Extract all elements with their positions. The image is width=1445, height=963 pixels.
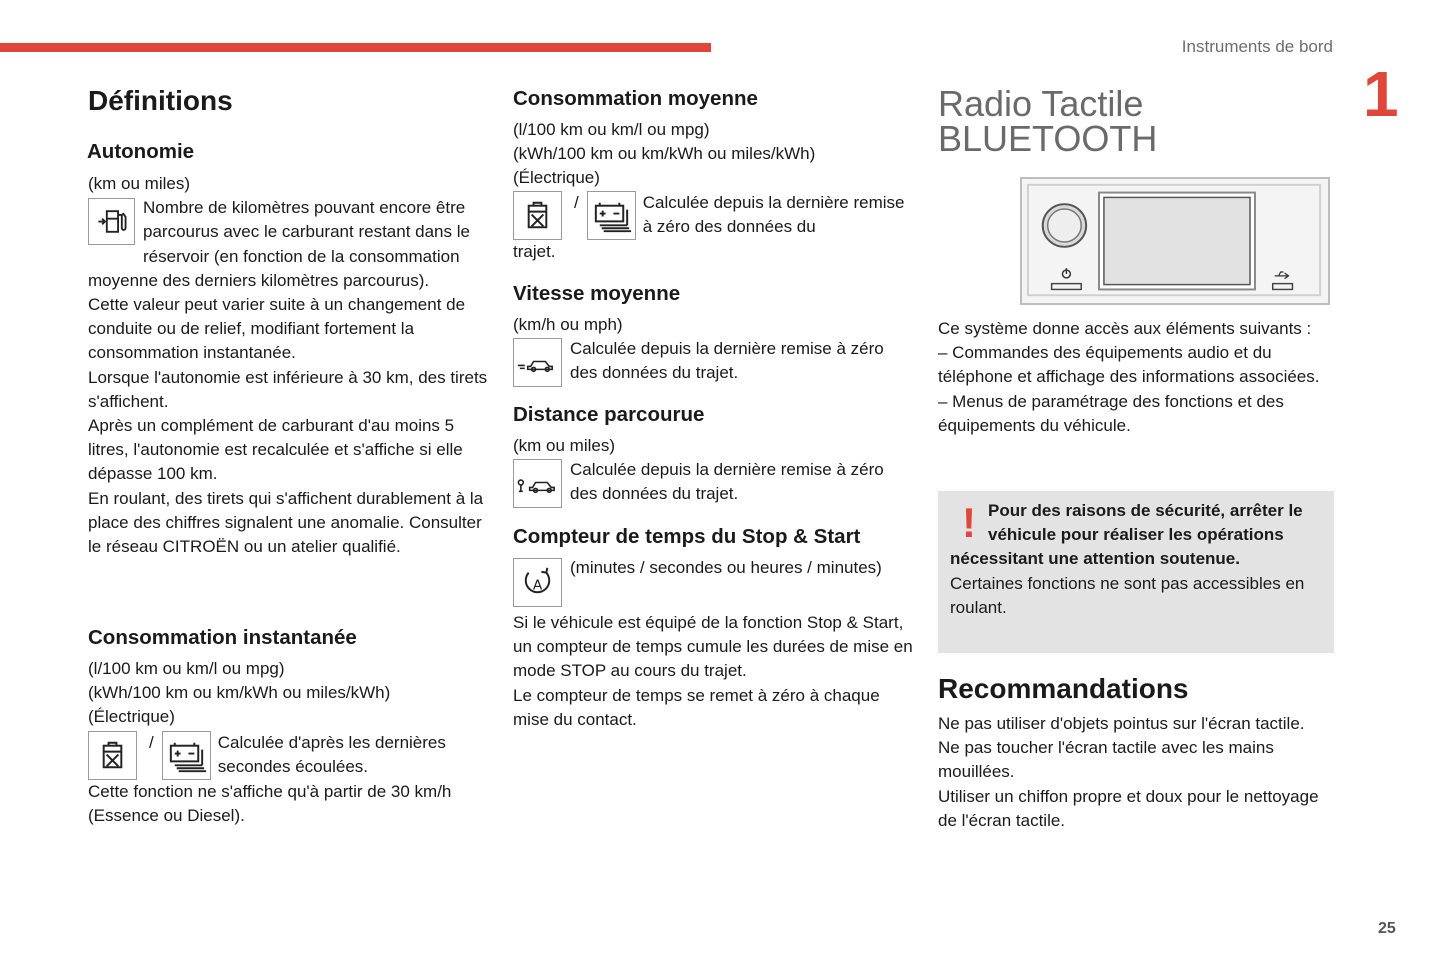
safety-warning-box [938, 491, 1334, 653]
warning-text: Certaines fonctions ne sont pas accessibles en roulant. [950, 573, 1305, 617]
warning-bold-text: Pour des raisons de sécurité, arrêter le véhicule pour réaliser les opérations nécessitant une attention soutenue. [950, 501, 1303, 569]
conso-instantanee-body [88, 657, 488, 828]
heading-conso-instantanee: Consommation instantanée [88, 626, 357, 649]
header-accent-bar [0, 43, 711, 52]
distance-text: Calculée depuis la dernière remise à zéro des données du trajet. [570, 460, 884, 504]
distance-body [513, 434, 913, 510]
vitesse-text: Calculée depuis la dernière remise à zéro des données du trajet. [570, 339, 884, 383]
heading-vitesse-moyenne: Vitesse moyenne [513, 282, 681, 305]
conso-inst-units-2: (kWh/100 km ou km/kWh ou miles/kWh) [88, 683, 391, 703]
heading-conso-moyenne: Consommation moyenne [513, 87, 758, 110]
conso-inst-text-1: Calculée d'après les dernières secondes écoulées. [217, 732, 446, 776]
car-speed-icon [513, 338, 562, 387]
slash-separator: / [149, 732, 154, 752]
heading-stop-start: Compteur de temps du Stop & Start [513, 525, 861, 548]
page-number: 25 [1378, 920, 1396, 937]
autonomie-text-5: En roulant, des tirets qui s'affichent durablement à la place des chiffres signalent une anomalie. Consulter le réseau CITROËN ou un atelier qualifié. [88, 488, 484, 557]
conso-inst-units-1: (l/100 km ou km/l ou mpg) [88, 659, 285, 678]
conso-moy-units-3: (Électrique) [513, 168, 600, 188]
heading-distance: Distance parcourue [513, 403, 705, 426]
fuel-pump-range-icon [88, 198, 135, 245]
heading-autonomie: Autonomie [87, 140, 195, 163]
stop-start-icon [513, 558, 562, 607]
reco-text-2: Ne pas toucher l'écran tactile avec les mains mouillées. [938, 738, 1274, 782]
warning-exclamation-icon: ! [962, 499, 976, 546]
conso-moyenne-body [513, 118, 913, 264]
fuel-consumption-icon [513, 191, 562, 240]
stop-start-text-1: Si le véhicule est équipé de la fonction Stop & Start, un compteur de temps cumule les durées de mise en mode STOP au cours du trajet. [513, 613, 913, 681]
svg-text:A: A [532, 577, 543, 594]
conso-inst-text-2: Cette fonction ne s'affiche qu'à partir de 30 km/h (Essence ou Diesel). [88, 781, 452, 825]
radio-intro-2: – Commandes des équipements audio et du téléphone et affichage des informations associées. [938, 343, 1320, 387]
conso-moy-units-2: (kWh/100 km ou km/kWh ou miles/kWh) [513, 144, 816, 164]
conso-moy-text-a: Calculée depuis la dernière remise à zéro des données du [642, 192, 905, 236]
vitesse-units: (km/h ou mph) [513, 315, 623, 334]
reco-text-3: Utiliser un chiffon propre et doux pour le nettoyage de l'écran tactile. [938, 786, 1319, 830]
autonomie-body [88, 172, 488, 559]
stop-start-text-2: Le compteur de temps se remet à zéro à chaque mise du contact. [513, 685, 880, 729]
radio-intro-3: – Menus de paramétrage des fonctions et des équipements du véhicule. [938, 391, 1284, 435]
heading-recommandations: Recommandations [938, 673, 1189, 704]
running-head: Instruments de bord [1181, 37, 1333, 56]
battery-consumption-icon [162, 731, 211, 780]
fuel-consumption-icon [88, 731, 137, 780]
conso-moy-units-1: (l/100 km ou km/l ou mpg) [513, 120, 710, 139]
conso-inst-units-3: (Électrique) [88, 707, 175, 727]
stop-start-body [513, 556, 913, 732]
autonomie-text-3: Lorsque l'autonomie est inférieure à 30 km, des tirets s'affichent. [88, 367, 488, 411]
section-title-definitions: Définitions [88, 85, 233, 116]
autonomie-text-4: Après un complément de carburant d'au moins 5 litres, l'autonomie est recalculée et s'affiche si elle dépasse 100 km. [88, 416, 463, 484]
reco-text-1: Ne pas utiliser d'objets pointus sur l'écran tactile. [938, 714, 1305, 733]
car-distance-icon [513, 459, 562, 508]
slash-separator: / [574, 192, 579, 212]
recommandations-body [938, 712, 1334, 833]
autonomie-text-2: Cette valeur peut varier suite à un changement de conduite ou de relief, modifiant fortement la consommation instantanée. [88, 295, 466, 363]
radio-intro-1: Ce système donne accès aux éléments suivants : [938, 319, 1312, 338]
chapter-number: 1 [1363, 58, 1399, 130]
radio-intro [938, 317, 1334, 438]
radio-unit-illustration [1020, 177, 1330, 305]
radio-title-line-2: BLUETOOTH [938, 118, 1158, 159]
stop-start-units: (minutes / secondes ou heures / minutes) [570, 558, 882, 577]
autonomie-text-1: Nombre de kilomètres pouvant encore être parcourus avec le carburant restant dans le réservoir (en fonction de la consommation moyenne des derniers kilomètres parcourus). [88, 198, 470, 290]
autonomie-units: (km ou miles) [88, 174, 191, 193]
vitesse-body [513, 313, 913, 389]
conso-moy-text-b: trajet. [513, 241, 556, 261]
radio-title-line-1: Radio Tactile [938, 83, 1144, 124]
battery-consumption-icon [587, 191, 636, 240]
distance-units: (km ou miles) [513, 436, 616, 455]
